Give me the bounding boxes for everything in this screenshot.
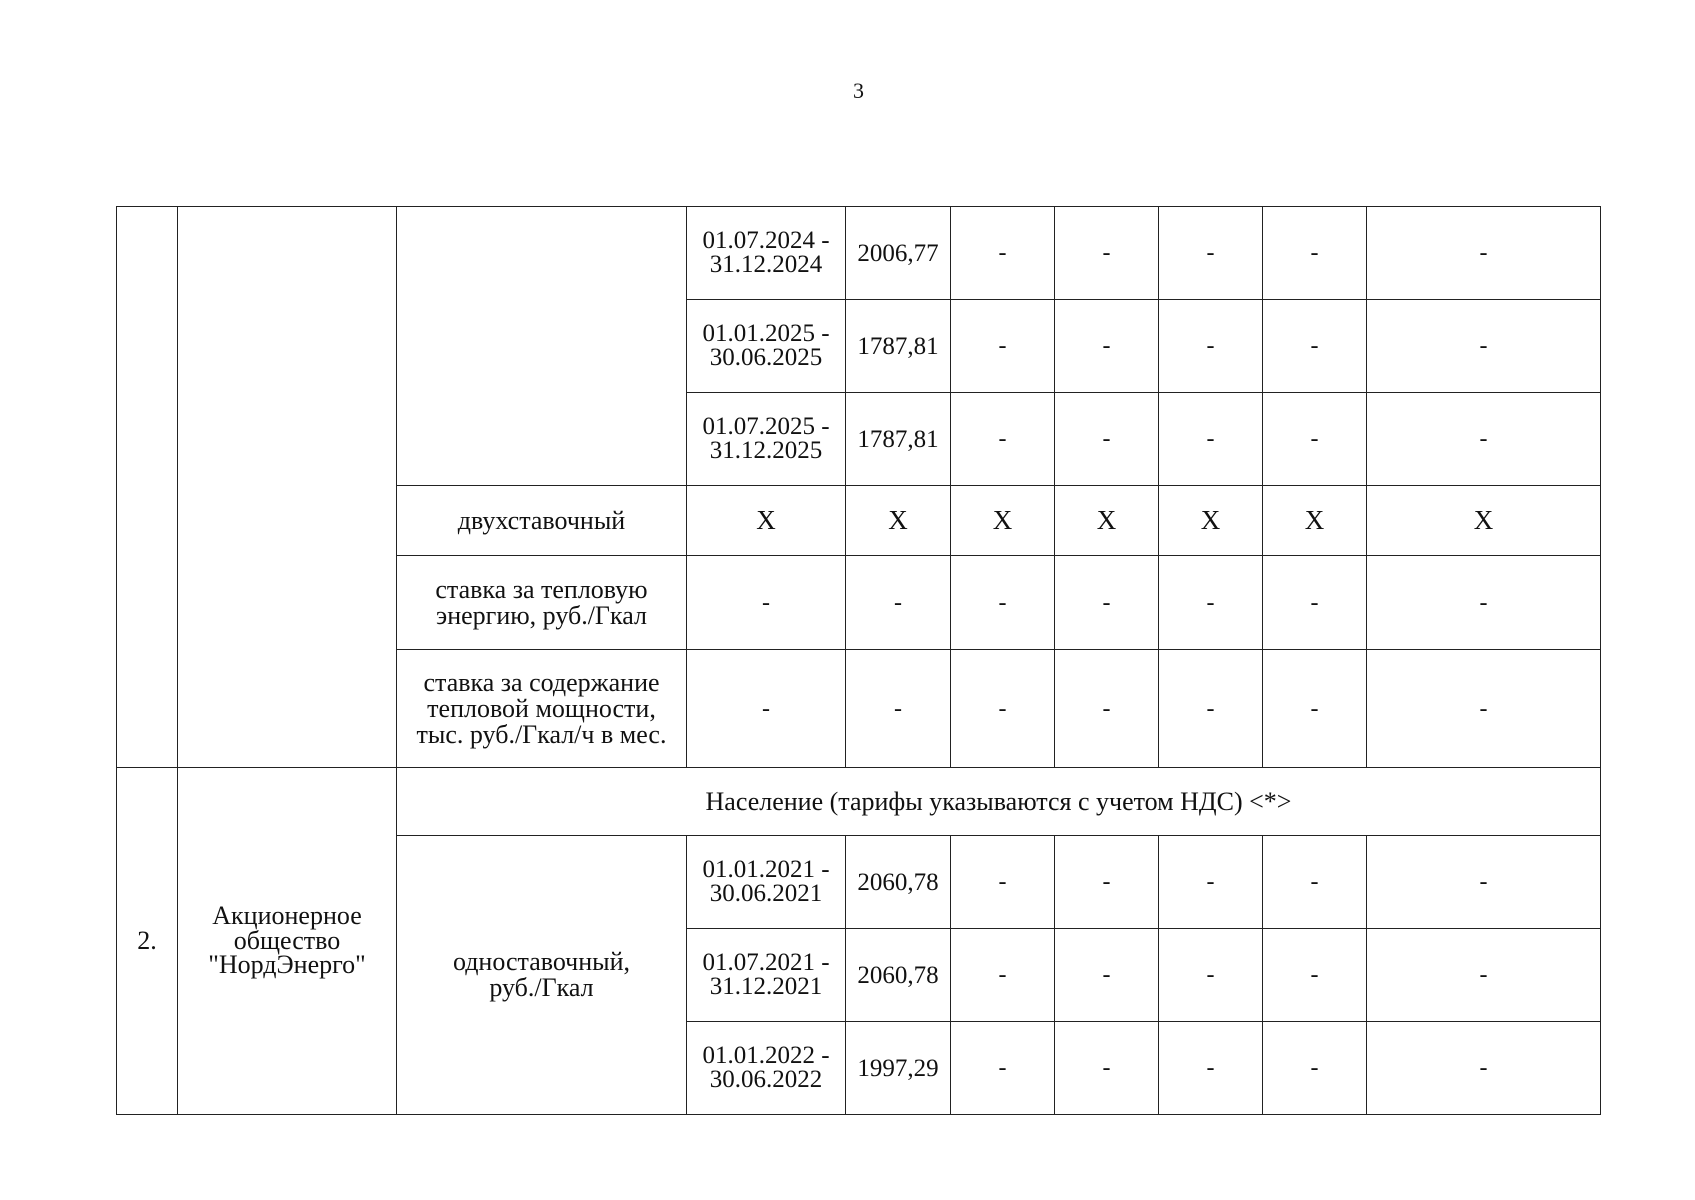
dash-cell: - [1263,836,1367,929]
dash-cell: - [687,650,846,768]
dash-cell: - [951,650,1055,768]
dash-cell: - [1055,300,1159,393]
x-mark-cell: X [1159,486,1263,556]
tariff-value: 2060,78 [846,836,951,929]
dash-cell: - [1159,207,1263,300]
dash-cell: - [951,1022,1055,1115]
tariff-value: 1787,81 [846,300,951,393]
dash-cell: - [1367,836,1601,929]
dash-cell: - [1159,300,1263,393]
dash-cell: - [1367,207,1601,300]
tariff-value: 1997,29 [846,1022,951,1115]
x-mark-cell: X [1367,486,1601,556]
tariff-value: 2006,77 [846,207,951,300]
dash-cell: - [1159,836,1263,929]
dash-cell: - [1263,1022,1367,1115]
dash-cell: - [1367,650,1601,768]
dash-cell: - [951,836,1055,929]
dash-cell: - [1263,929,1367,1022]
tariff-value: 2060,78 [846,929,951,1022]
dash-cell: - [1055,393,1159,486]
dash-cell: - [1367,556,1601,650]
organization-name: Акционерное общество "НордЭнерго" [178,768,397,1115]
dash-cell: - [1159,393,1263,486]
dash-cell: - [951,393,1055,486]
x-mark-cell: X [846,486,951,556]
x-mark-cell: X [1263,486,1367,556]
dash-cell: - [1263,393,1367,486]
row-number: 2. [117,768,178,1115]
period-cell: 01.07.2021 - 31.12.2021 [687,929,846,1022]
one-rate-label: одноставочный, руб./Гкал [397,836,687,1115]
x-mark-cell: X [951,486,1055,556]
dash-cell: - [951,207,1055,300]
capacity-rate-label: ставка за содержание тепловой мощности, тыс. руб./Гкал/ч в мес. [397,650,687,768]
period-cell: 01.07.2025 - 31.12.2025 [687,393,846,486]
dash-cell: - [1367,300,1601,393]
organization-cell-continued [178,207,397,768]
dash-cell: - [1159,650,1263,768]
dash-cell: - [1263,300,1367,393]
dash-cell: - [1367,1022,1601,1115]
dash-cell: - [1367,929,1601,1022]
page-number: 3 [853,78,864,103]
dash-cell: - [1263,556,1367,650]
dash-cell: - [1263,650,1367,768]
dash-cell: - [1055,836,1159,929]
dash-cell: - [1055,929,1159,1022]
heat-energy-rate-label: ставка за тепловую энергию, руб./Гкал [397,556,687,650]
population-label: Население (тарифы указываются с учетом НДС) <*> [397,768,1601,836]
dash-cell: - [1055,1022,1159,1115]
dash-cell: - [1055,556,1159,650]
dash-cell: - [1263,207,1367,300]
x-mark-cell: X [687,486,846,556]
dash-cell: - [846,556,951,650]
number-cell-continued [117,207,178,768]
dash-cell: - [846,650,951,768]
tariff-table [116,206,1601,1115]
dash-cell: - [951,556,1055,650]
tariff-type-cell-continued [397,207,687,486]
period-cell: 01.01.2025 - 30.06.2025 [687,300,846,393]
dash-cell: - [951,929,1055,1022]
dash-cell: - [1367,393,1601,486]
table-row [117,207,1601,300]
dash-cell: - [1055,650,1159,768]
two-rate-label: двухставочный [397,486,687,556]
dash-cell: - [1159,1022,1263,1115]
dash-cell: - [687,556,846,650]
period-cell: 01.01.2022 - 30.06.2022 [687,1022,846,1115]
dash-cell: - [1159,556,1263,650]
period-cell: 01.01.2021 - 30.06.2021 [687,836,846,929]
tariff-value: 1787,81 [846,393,951,486]
dash-cell: - [1159,929,1263,1022]
x-mark-cell: X [1055,486,1159,556]
dash-cell: - [951,300,1055,393]
dash-cell: - [1055,207,1159,300]
table-row [117,768,1601,836]
period-cell: 01.07.2024 - 31.12.2024 [687,207,846,300]
